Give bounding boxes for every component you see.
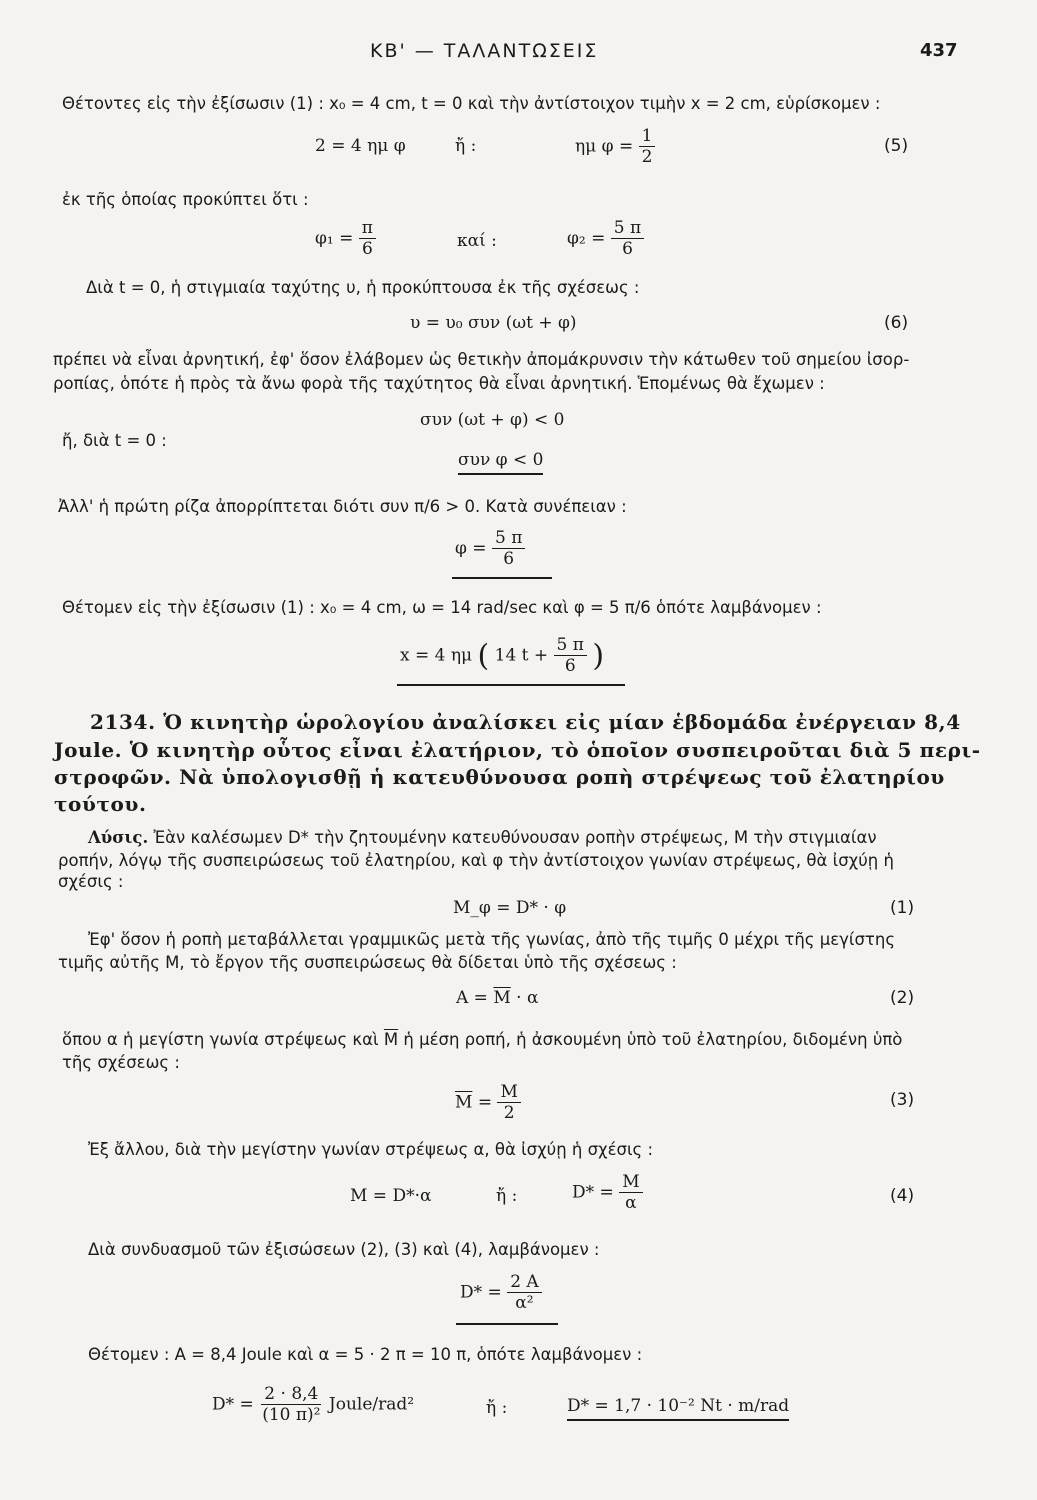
solution-intro-2: ροπήν, λόγῳ τῆς συσπειρώσεως τοῦ ἐλατηρίου, καὶ φ τὴν ἀντίστοιχον γωνίαν στρέψεως, θὰ ἰσχύῃ ἡ [58,851,894,870]
reject-line: Ἀλλ' ἡ πρώτη ρίζα ἀπορρίπτεται διότι συν π/6 > 0. Κατὰ συνέπειαν : [58,497,627,516]
other-line: Ἐξ ἄλλου, διὰ τὴν μεγίστην γωνίαν στρέψεως α, θὰ ἰσχύῃ ἡ σχέσις : [88,1140,654,1159]
solution-intro-3: σχέσις : [58,872,124,891]
eq5-denominator: 2 [641,147,653,168]
eq6-number: (6) [884,313,909,333]
solution-eq2 [456,988,538,1008]
problem-line-2: Joule. Ὁ κινητὴρ οὗτος εἶναι ἐλατήριον, τὸ ὁποῖον συσπειροῦται διὰ 5 περι- [54,738,981,762]
problem-line-3: στροφῶν. Νὰ ὑπολογισθῇ ἡ κατευθύνουσα ροπὴ στρέψεως τοῦ ἐλατηρίου [54,765,945,789]
solution-eq2-number: (2) [890,988,915,1008]
problem-number: 2134. [90,710,156,734]
negative-line-1: πρέπει νὰ εἶναι ἀρνητική, ἐφ' ὅσον ἐλάβομεν ὡς θετικὴν ἀπομάκρυνσιν τὴν κάτωθεν τοῦ σημείου ἰσορ- [53,350,910,369]
paren-open: ( [477,638,490,674]
result-unit: Joule/rad² [328,1394,415,1415]
combine-line: Διὰ συνδυασμοῦ τῶν ἐξισώσεων (2), (3) καὶ (4), λαμβάνομεν : [88,1240,600,1259]
put-line: Θέτομεν : A = 8,4 Joule καὶ α = 5 · 2 π = 10 π, ὁπότε λαμβάνομεν : [88,1345,643,1364]
eq4-denominator: α [625,1193,637,1214]
final-denominator: 6 [564,656,576,677]
result-fraction [259,1384,323,1426]
inequality-2: συν φ < 0 [458,450,543,475]
final-fraction [554,635,587,677]
eq6: υ = υ₀ συν (ωt + φ) [410,313,577,333]
solution-eq4-number: (4) [890,1186,915,1206]
eq3-fraction [497,1082,520,1124]
result-or: ἤ : [486,1398,508,1418]
negative-line-2: ροπίας, ὁπότε ἡ πρὸς τὰ ἄνω φορὰ τῆς ταχύτητος θὰ εἶναι ἀρνητική. Ἑπομένως θὰ ἔχωμεν : [53,374,825,393]
solution-eq4-right [572,1172,643,1214]
substitute-line: Θέτομεν εἰς τὴν ἐξίσωσιν (1) : x₀ = 4 cm, ω = 14 rad/sec καὶ φ = 5 π/6 ὁπότε λαμβάνομεν : [62,598,822,617]
phi2-lhs: φ₂ = [567,228,606,249]
eq5-right-lhs: ημ φ = [575,136,634,157]
inequality-1: συν (ωt + φ) < 0 [420,410,565,430]
final-inner: 14 t + [494,645,549,666]
where-text-b: ἡ μέση ροπή, ἡ ἀσκουμένη ὑπὸ τοῦ ἐλατηρίου, διδομένη ὑπὸ [403,1030,903,1049]
eq3-numerator: M [497,1082,520,1103]
sol-eq5-numerator: 2 A [507,1272,542,1293]
result-equation [212,1384,414,1426]
solution-eq4-or: ἤ : [496,1186,518,1206]
solution-label: Λύσις. [88,828,149,847]
eq5-fraction [639,126,656,168]
solution-eq3-number: (3) [890,1090,915,1110]
velocity-intro-line: Διὰ t = 0, ἡ στιγμιαία ταχύτης υ, ἡ προκύπτουσα ἐκ τῆς σχέσεως : [86,278,640,297]
eq2-mean-moment: $\overline{M}$ [493,988,511,1008]
eq3-equals: = [477,1092,493,1113]
eq5-underline [456,1323,558,1325]
eq5-numerator: 1 [639,126,656,147]
work-line-2: τιμῆς αὐτῆς M, τὸ ἔργον τῆς συσπειρώσεως θὰ δίδεται ὑπὸ τῆς σχέσεως : [58,953,677,972]
phi-result [455,528,525,570]
solution-eq1: M_φ = D* · φ [453,898,567,918]
solution-eq4-left: M = D*·α [350,1186,432,1206]
phi-underline [452,577,552,579]
eq2-lhs: A = [456,988,488,1008]
and-word: καί : [457,231,497,251]
final-lhs: x = 4 ημ [400,645,473,666]
final-equation [400,635,604,677]
phi-numerator: 5 π [492,528,525,549]
eq3-mean-moment: $\overline{M}$ [455,1092,473,1113]
phi1-fraction [359,218,376,260]
solution-eq5 [460,1272,542,1314]
solution-intro-1 [88,828,877,847]
from-which-line: ἐκ τῆς ὁποίας προκύπτει ὅτι : [62,190,309,209]
phi1-lhs: φ₁ = [315,228,354,249]
running-header: ΚΒ' — ΤΑΛΑΝΤΩΣΕΙΣ [370,40,599,62]
sol-eq5-fraction [507,1272,542,1314]
eq2-rhs: · α [516,988,539,1008]
page-number: 437 [920,40,958,61]
phi-fraction [492,528,525,570]
eq5-or: ἤ : [455,136,477,156]
result-final: D* = 1,7 · 10⁻² Nt · m/rad [567,1396,789,1421]
phi2-numerator: 5 π [611,218,644,239]
phi1-denominator: 6 [361,239,373,260]
eq4-fraction [619,1172,642,1214]
eq5-left: 2 = 4 ημ φ [315,136,406,156]
solution-eq1-number: (1) [890,898,915,918]
phi1-numerator: π [359,218,376,239]
final-numerator: 5 π [554,635,587,656]
eq5-right [575,126,655,168]
problem-text-1: Ὁ κινητὴρ ὡρολογίου ἀναλίσκει εἰς μίαν ἑβδομάδα ἐνέργειαν 8,4 [163,710,961,734]
solution-intro-1-text: Ἐὰν καλέσωμεν D* τὴν ζητουμένην κατευθύνουσαν ροπὴν στρέψεως, M τὴν στιγμιαίαν [153,828,877,847]
paren-close: ) [592,638,605,674]
problem-line-4: τούτου. [54,792,147,816]
phi2-equation [567,218,644,260]
eq5-number: (5) [884,136,909,156]
phi-lhs: φ = [455,538,487,559]
final-underline [397,684,625,686]
phi-denominator: 6 [503,549,515,570]
eq5-lhs: D* = [460,1282,502,1303]
problem-line-1 [90,710,961,734]
eq4-rhs-lhs: D* = [572,1182,614,1203]
eq3-denominator: 2 [503,1103,515,1124]
sol-eq5-denominator: α² [515,1293,534,1314]
or-t0-line: ἤ, διὰ t = 0 : [62,431,167,450]
phi2-denominator: 6 [622,239,633,260]
work-line-1: Ἐφ' ὅσον ἡ ροπὴ μεταβάλλεται γραμμικῶς μετὰ τῆς γωνίας, ἀπὸ τῆς τιμῆς 0 μέχρι τῆς μεγίστης [88,930,896,949]
result-lhs: D* = [212,1394,254,1415]
intro-line: Θέτοντες εἰς τὴν ἐξίσωσιν (1) : x₀ = 4 cm, t = 0 καὶ τὴν ἀντίστοιχον τιμὴν x = 2 cm, εὑρίσκομεν : [62,94,881,113]
where-line-1 [62,1030,902,1049]
where-mean-moment: $\overline{M}$ [383,1030,399,1049]
where-text-a: ὅπου α ἡ μεγίστη γωνία στρέψεως καὶ [62,1030,379,1049]
phi1-equation [315,218,376,260]
result-denominator: (10 π)² [262,1405,321,1426]
phi2-fraction [611,218,644,260]
solution-eq3 [455,1082,521,1124]
result-numerator: 2 · 8,4 [261,1384,321,1405]
where-line-2: τῆς σχέσεως : [62,1053,180,1072]
eq4-numerator: M [619,1172,642,1193]
